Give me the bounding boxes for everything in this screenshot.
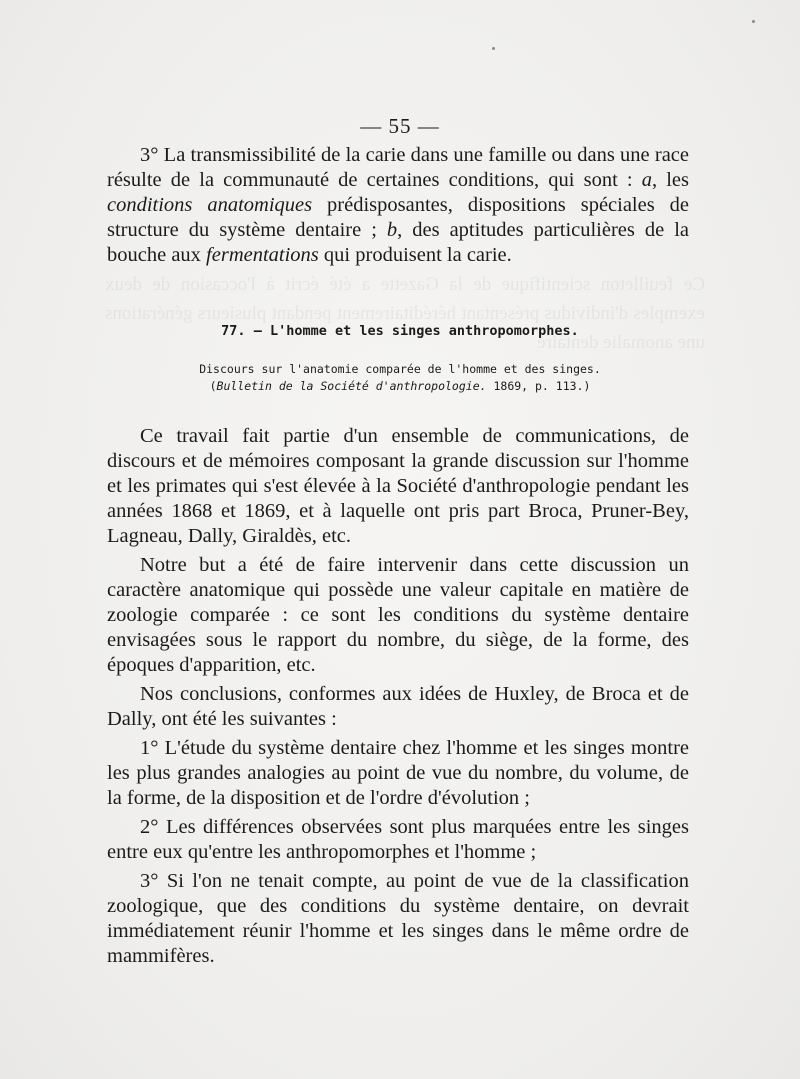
- subtitle-text: Discours sur l'anatomie comparée de l'homme et des singes.: [199, 362, 601, 376]
- page-number: — 55 —: [360, 114, 440, 138]
- bibliographic-reference: (Bulletin de la Société d'anthropologie. 1869, p. 113.): [209, 379, 591, 393]
- intro-italic-term: conditions anatomiques: [107, 194, 313, 216]
- item-number: 1°: [140, 737, 159, 759]
- intro-paragraph: [107, 143, 689, 268]
- item-number: 3°: [140, 870, 159, 892]
- section-body: [107, 424, 689, 969]
- body-paragraph: Ce travail fait partie d'un ensemble de communications, de discours et de mémoires composant la grande discussion sur l'homme et les primates qui s'est élevée à la Société d'anthropologie pendant les années 1868 et 1869, et à laquelle ont pris part Broca, Pruner-Bey, Lagneau, Dally, Giraldès, etc.: [107, 425, 689, 547]
- conclusion-item: [107, 815, 689, 865]
- intro-italic-term: fermentations: [206, 244, 319, 266]
- intro-letter-b: b: [386, 219, 398, 241]
- intro-letter-a: a: [641, 169, 652, 191]
- body-paragraph: Notre but a été de faire intervenir dans cette discussion un caractère anatomique qui possède une valeur capitale en matière de zoologie comparée : ce sont les conditions du système dentaire envisagées sous le rapport du nombre, du siège, de la forme, des époques d'apparition, etc.: [107, 554, 689, 676]
- section-heading: 77. — L'homme et les singes anthropomorphes.: [221, 323, 579, 339]
- item-text: L'étude du système dentaire chez l'homme et les singes montre les plus grandes analogies au point de vue du nombre, du volume, de la forme, de la disposition et de l'ordre d'évolution ;: [107, 737, 689, 809]
- body-paragraph: Nos conclusions, conformes aux idées de Huxley, de Broca et de Dally, ont été les suivantes :: [107, 683, 689, 730]
- item-number: 2°: [140, 816, 159, 838]
- intro-text: qui produisent la carie.: [318, 244, 512, 266]
- conclusion-item: [107, 869, 689, 969]
- section-subtitle: [0, 361, 800, 395]
- intro-text: La transmissibilité de la carie dans une famille ou dans une race résulte de la communauté de certaines conditions, qui sont :: [107, 144, 689, 191]
- intro-text: , des aptitudes particulières de la bouche aux: [107, 219, 689, 266]
- reference-details: 1869, p. 113.): [486, 379, 591, 393]
- bleed-through-text: Ce feuilleton scientifique de la Gazette a été écrit à l'occasion de deux exemples d'individus présentant héréditairement pendant plusieurs générations une anomalie dentaire: [105, 274, 705, 353]
- item-text: Les différences observées sont plus marquées entre les singes entre eux qu'entre les anthropomorphes et l'homme ;: [107, 816, 689, 863]
- reference-journal: Bulletin de la Société d'anthropologie.: [216, 379, 487, 393]
- conclusion-item: [107, 736, 689, 811]
- intro-text: , les: [651, 169, 689, 191]
- item-text: Si l'on ne tenait compte, au point de vue de la classification zoologique, que des conditions du système dentaire, on devrait immédiatement réunir l'homme et les singes dans le même ordre de mammifères.: [107, 870, 689, 967]
- intro-item-number: 3°: [140, 144, 159, 166]
- paper-speck: [752, 20, 755, 23]
- paper-speck: [492, 47, 495, 50]
- section-number: 77.: [221, 323, 246, 339]
- section-title: L'homme et les singes anthropomorphes.: [269, 323, 579, 339]
- intro-text: prédisposantes, dispositions spéciales de structure du système dentaire ;: [107, 194, 689, 241]
